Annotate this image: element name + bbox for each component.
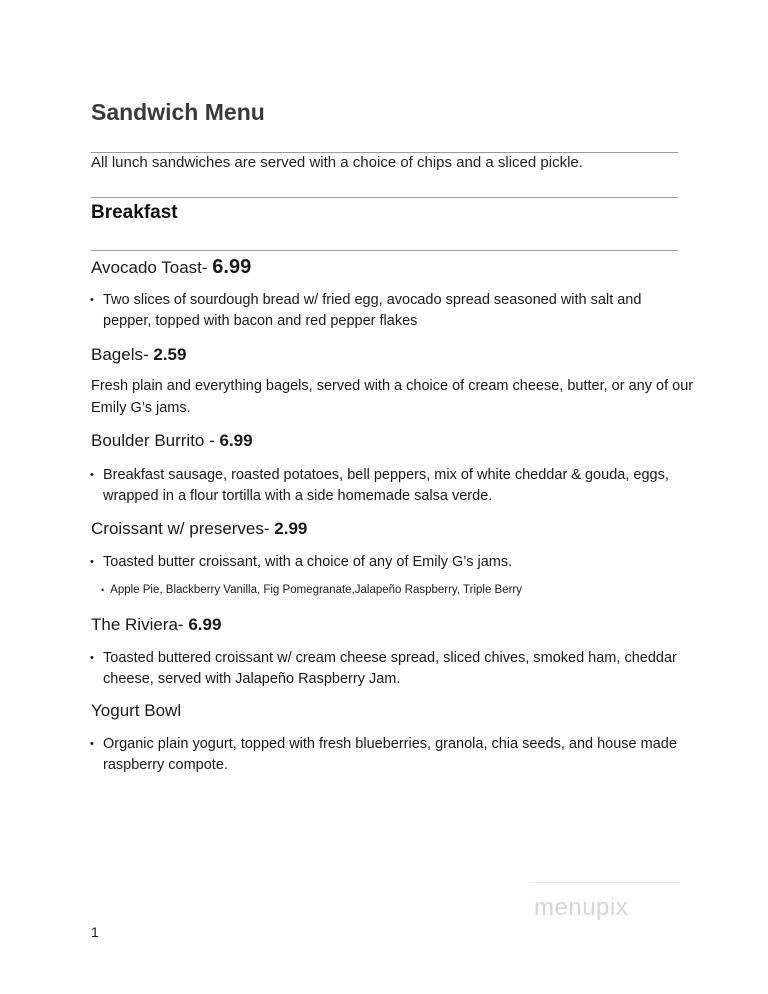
item-title [91,256,251,279]
item-title [91,701,181,721]
item-description-text: Toasted butter croissant, with a choice of any of Emily G’s jams. [103,554,513,570]
item-title [91,345,186,365]
item-description-text: Toasted buttered croissant w/ cream cheese spread, sliced chives, smoked ham, cheddar cheese, served with Jalapeño Raspberry Jam. [103,650,677,687]
intro-text: All lunch sandwiches are served with a choice of chips and a sliced pickle. [91,154,583,171]
bullet-marker: • [90,738,94,750]
bullet-marker: • [101,585,105,595]
item-description [90,465,690,507]
bullet-marker: • [90,652,94,664]
item-description [90,734,690,776]
item-name: Yogurt Bowl [91,701,182,720]
page-number: 1 [91,924,99,940]
title-rule [91,152,678,153]
item-name: Bagels- [91,345,154,364]
item-price: 2.59 [153,345,187,364]
item-name: Avocado Toast- [91,258,213,277]
bullet-marker: • [90,556,94,568]
intro-rule [91,197,678,198]
item-price: 6.99 [212,256,252,278]
item-title [91,519,307,539]
section-rule [91,250,678,251]
item-description [90,648,690,690]
item-description-text: Organic plain yogurt, topped with fresh blueberries, granola, chia seeds, and house made raspberry compote. [103,736,677,773]
item-description: Fresh plain and everything bagels, served with a choice of cream cheese, butter, or any of our Emily G’s jams. [91,378,694,416]
item-description [90,290,690,332]
watermark-line [530,882,680,883]
item-name: Croissant w/ preserves- [91,519,275,538]
item-sub-description [101,584,661,596]
item-description [90,552,690,573]
item-description-text: Breakfast sausage, roasted potatoes, bell peppers, mix of white cheddar & gouda, eggs, wrapped in a flour tortilla with a side homemade salsa verde. [103,467,669,504]
item-title [91,615,221,635]
item-price: 6.99 [188,615,222,634]
section-title: Breakfast [91,202,178,223]
bullet-marker: • [90,294,94,306]
item-price: 2.99 [274,519,308,538]
item-name: Boulder Burrito - [91,431,220,450]
item-name: The Riviera- [91,615,189,634]
page-title: Sandwich Menu [91,99,265,125]
watermark-logo: menupix [534,894,629,921]
bullet-marker: • [90,469,94,481]
item-sub-description-text: Apple Pie, Blackberry Vanilla, Fig Pomegranate,Jalapeño Raspberry, Triple Berry [110,584,523,596]
item-description-text: Two slices of sourdough bread w/ fried egg, avocado spread seasoned with salt and pepper, topped with bacon and red pepper flakes [103,292,642,329]
item-title [91,431,253,451]
item-price: 6.99 [219,431,253,450]
